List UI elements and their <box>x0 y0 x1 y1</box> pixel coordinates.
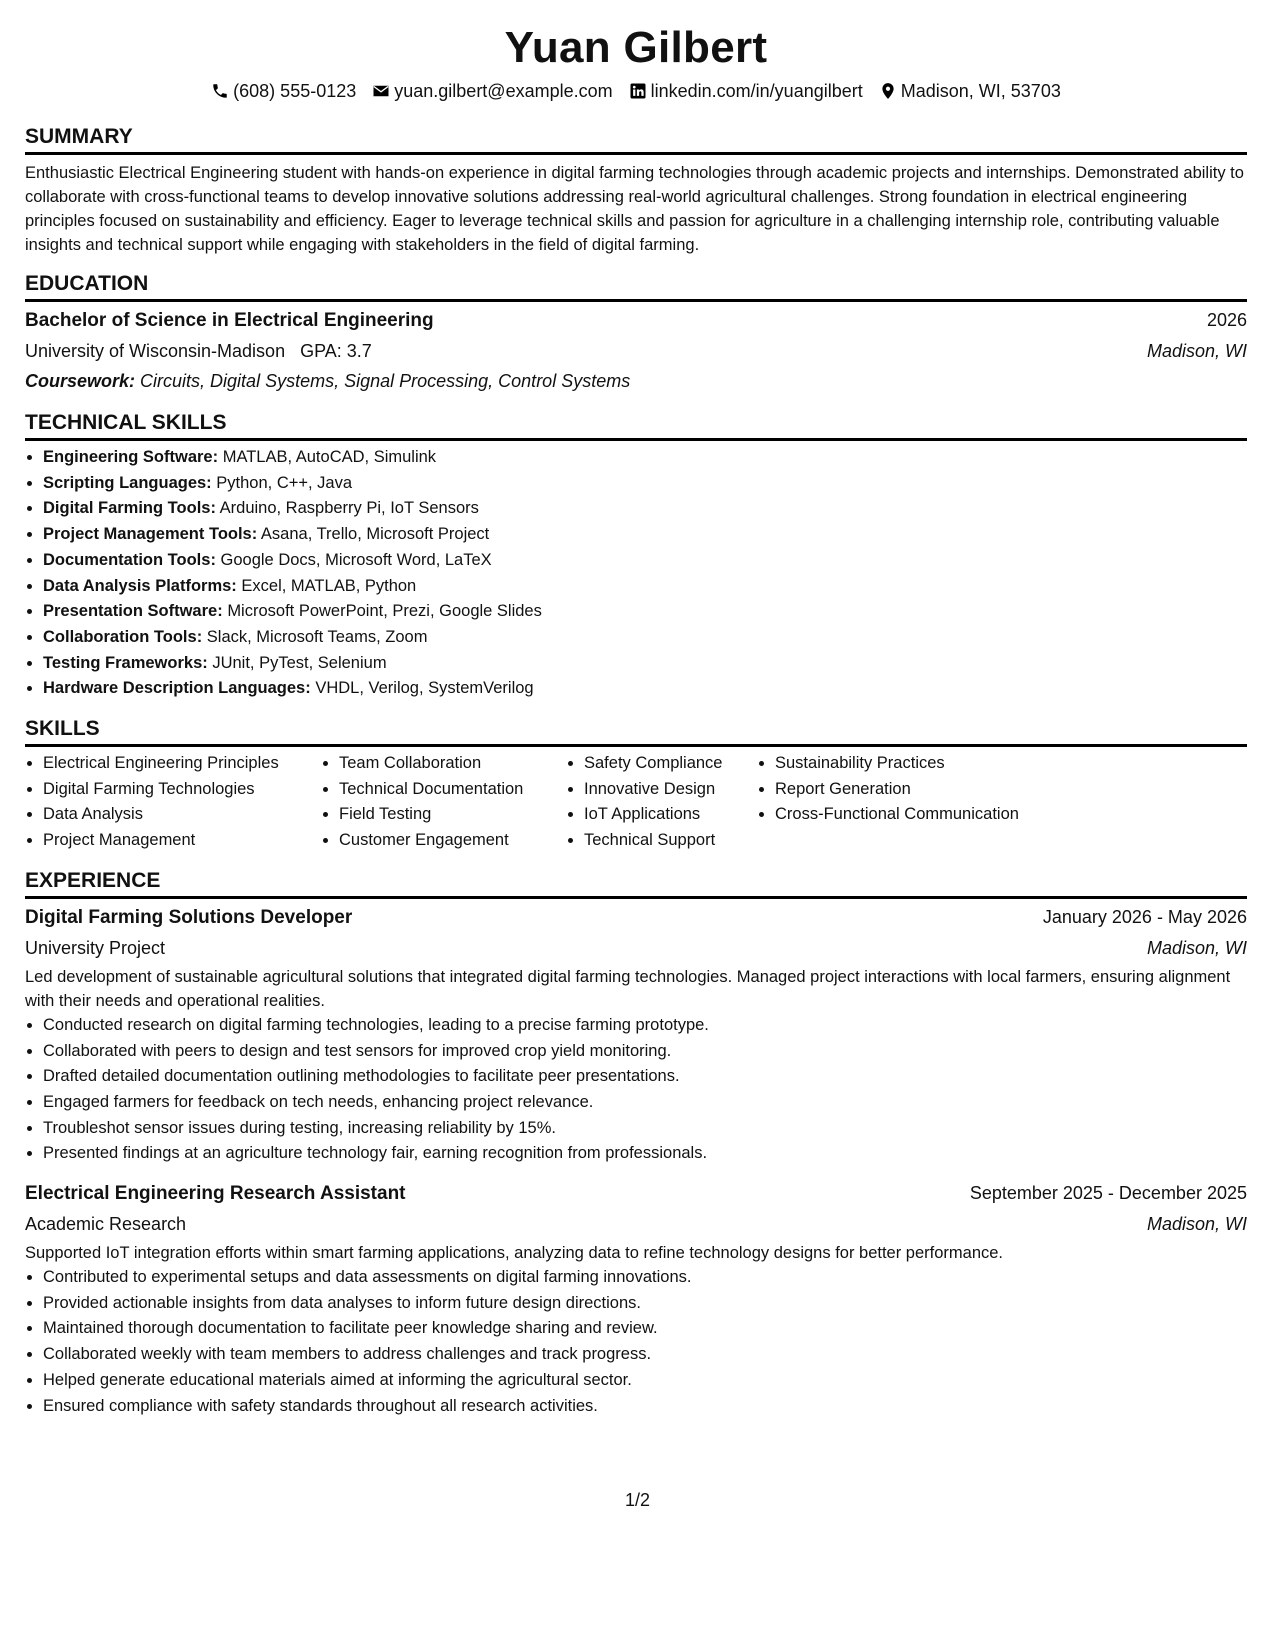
skill-values: MATLAB, AutoCAD, Simulink <box>222 448 437 466</box>
list-item: • Report Generation <box>775 777 1075 803</box>
skill-values: Asana, Trello, Microsoft Project <box>260 525 490 544</box>
skill-category: Hardware Description Languages: <box>43 679 311 698</box>
linkedin-text[interactable]: linkedin.com/in/yuangilbert <box>650 81 863 101</box>
skill-values: VHDL, Verilog, SystemVerilog <box>315 679 534 698</box>
school-line <box>25 336 372 366</box>
list-item <box>43 599 1247 625</box>
section-title-technical-skills: TECHNICAL SKILLS <box>25 410 1247 441</box>
skill-category: Digital Farming Tools: <box>43 499 216 518</box>
list-item <box>43 625 1247 651</box>
job-organization: University Project <box>25 937 166 958</box>
list-item: • Digital Farming Technologies <box>43 777 321 803</box>
job-location: Madison, WI <box>1146 1214 1247 1235</box>
summary-section <box>25 124 1247 257</box>
location-text: Madison, WI, 53703 <box>900 81 1061 101</box>
list-item: • Sustainability Practices <box>775 751 1075 777</box>
list-item: • Customer Engagement <box>339 828 566 854</box>
list-item <box>43 522 1247 548</box>
list-item: • Safety Compliance <box>584 751 757 777</box>
list-item <box>43 496 1247 522</box>
job-dates: September 2025 - December 2025 <box>969 1183 1247 1204</box>
job-title: Electrical Engineering Research Assistant <box>25 1183 406 1205</box>
phone-icon <box>211 82 229 100</box>
candidate-name: Yuan Gilbert <box>504 23 768 72</box>
skill-category: Scripting Languages: <box>43 473 212 492</box>
list-item: • Presented findings at an agriculture technology fair, earning recognition from professionals. <box>43 1141 1247 1167</box>
list-item <box>43 676 1247 702</box>
email-text[interactable]: yuan.gilbert@example.com <box>394 81 613 101</box>
list-item: • Cross-Functional Communication <box>775 802 1075 828</box>
list-item: • Troubleshot sensor issues during testing, increasing reliability by 15%. <box>43 1116 1247 1142</box>
list-item: • Conducted research on digital farming technologies, leading to a precise farming prototype. <box>43 1013 1247 1039</box>
job-entry <box>25 1175 1247 1419</box>
map-pin-icon <box>879 82 897 100</box>
skill-category: Testing Frameworks: <box>43 653 208 672</box>
coursework-label: Coursework: <box>25 371 136 391</box>
job-dates: January 2026 - May 2026 <box>1042 906 1247 927</box>
job-summary: Led development of sustainable agricultural solutions that integrated digital farming technologies. Managed project interactions with local farmers, ensuring alignment with their needs and operational realities. <box>25 967 1231 1010</box>
list-item: • Team Collaboration <box>339 751 566 777</box>
summary-text: Enthusiastic Electrical Engineering student with hands-on experience in digital farming technologies through academic projects and internships. Demonstrated ability to collaborate with cross-functional teams to develop innovative solutions addressing real-world agricultural challenges. Strong foundation in electrical engineering principles focused on sustainability and efficiency. Eager to leverage technical skills and passion for agriculture in a challenging internship role, contributing valuable insights and technical support while engaging with stakeholders in the field of digital farming. <box>25 164 1244 254</box>
coursework-line <box>25 366 1247 396</box>
list-item: • Technical Support <box>584 828 757 854</box>
skill-values: Python, C++, Java <box>216 473 353 492</box>
list-item: • IoT Applications <box>584 802 757 828</box>
list-item: • Engaged farmers for feedback on tech needs, enhancing project relevance. <box>43 1090 1247 1116</box>
job-bullets <box>25 1265 1247 1419</box>
list-item: • Drafted detailed documentation outlining methodologies to facilitate peer presentations. <box>43 1064 1247 1090</box>
list-item: • Maintained thorough documentation to facilitate peer knowledge sharing and review. <box>43 1316 1247 1342</box>
contact-email[interactable] <box>372 80 612 102</box>
list-item <box>43 445 1247 471</box>
skill-values: Slack, Microsoft Teams, Zoom <box>206 627 428 646</box>
skills-grid <box>25 751 1247 854</box>
gpa: GPA: 3.7 <box>300 341 372 361</box>
skill-values: Google Docs, Microsoft Word, LaTeX <box>220 550 492 569</box>
section-title-education: EDUCATION <box>25 271 1247 302</box>
skills-column <box>25 751 321 854</box>
list-item: • Field Testing <box>339 802 566 828</box>
phone-text: (608) 555-0123 <box>233 81 357 101</box>
skills-column <box>321 751 566 854</box>
contact-linkedin[interactable] <box>629 80 863 102</box>
resume-header <box>25 18 1247 102</box>
experience-section <box>25 868 1247 1419</box>
job-organization: Academic Research <box>25 1214 187 1235</box>
section-title-summary: SUMMARY <box>25 124 1247 155</box>
skills-column <box>566 751 757 854</box>
contact-phone <box>211 80 356 102</box>
list-item: • Contributed to experimental setups and data assessments on digital farming innovations. <box>43 1265 1247 1291</box>
list-item: • Provided actionable insights from data analyses to inform future design directions. <box>43 1291 1247 1317</box>
envelope-icon <box>372 82 390 100</box>
school-name: University of Wisconsin-Madison <box>25 341 286 361</box>
job-title: Digital Farming Solutions Developer <box>25 906 353 928</box>
list-item: • Data Analysis <box>43 802 321 828</box>
list-item: • Helped generate educational materials aimed at informing the agricultural sector. <box>43 1368 1247 1394</box>
list-item <box>43 471 1247 497</box>
skill-category: Project Management Tools: <box>43 525 258 544</box>
technical-skills-section <box>25 410 1247 702</box>
page-number: 1/2 <box>624 1490 651 1510</box>
skill-values: JUnit, PyTest, Selenium <box>212 653 387 672</box>
skills-section <box>25 716 1247 854</box>
list-item: • Electrical Engineering Principles <box>43 751 321 777</box>
list-item: • Collaborated with peers to design and test sensors for improved crop yield monitoring. <box>43 1039 1247 1065</box>
skill-category: Presentation Software: <box>43 602 223 621</box>
list-item: • Collaborated weekly with team members to address challenges and track progress. <box>43 1342 1247 1368</box>
list-item: • Project Management <box>43 828 321 854</box>
job-entry <box>25 899 1247 1167</box>
job-location: Madison, WI <box>1146 937 1247 958</box>
section-title-experience: EXPERIENCE <box>25 868 1247 899</box>
linkedin-icon <box>629 82 647 100</box>
job-bullets <box>25 1013 1247 1167</box>
list-item: • Ensured compliance with safety standards throughout all research activities. <box>43 1394 1247 1420</box>
skill-category: Documentation Tools: <box>43 550 216 569</box>
section-title-skills: SKILLS <box>25 716 1247 747</box>
list-item: • Technical Documentation <box>339 777 566 803</box>
list-item <box>43 574 1247 600</box>
technical-skills-list <box>25 445 1247 702</box>
graduation-year: 2026 <box>1206 310 1247 330</box>
skill-values: Excel, MATLAB, Python <box>241 576 417 595</box>
list-item <box>43 651 1247 677</box>
list-item: • Innovative Design <box>584 777 757 803</box>
contact-location <box>879 80 1061 102</box>
skills-column <box>757 751 1075 854</box>
list-item <box>43 548 1247 574</box>
skill-values: Microsoft PowerPoint, Prezi, Google Slides <box>227 602 542 621</box>
degree-title: Bachelor of Science in Electrical Engineering <box>25 310 434 331</box>
skill-category: Collaboration Tools: <box>43 627 203 646</box>
skill-category: Engineering Software: <box>43 448 219 466</box>
job-summary: Supported IoT integration efforts within smart farming applications, analyzing data to refine technology designs for better performance. <box>25 1244 1004 1263</box>
school-location: Madison, WI <box>1146 341 1247 361</box>
education-section <box>25 271 1247 396</box>
coursework-list: Circuits, Digital Systems, Signal Processing, Control Systems <box>140 371 631 391</box>
contact-bar <box>25 80 1247 102</box>
skill-category: Data Analysis Platforms: <box>43 576 237 595</box>
skill-values: Arduino, Raspberry Pi, IoT Sensors <box>219 499 479 518</box>
